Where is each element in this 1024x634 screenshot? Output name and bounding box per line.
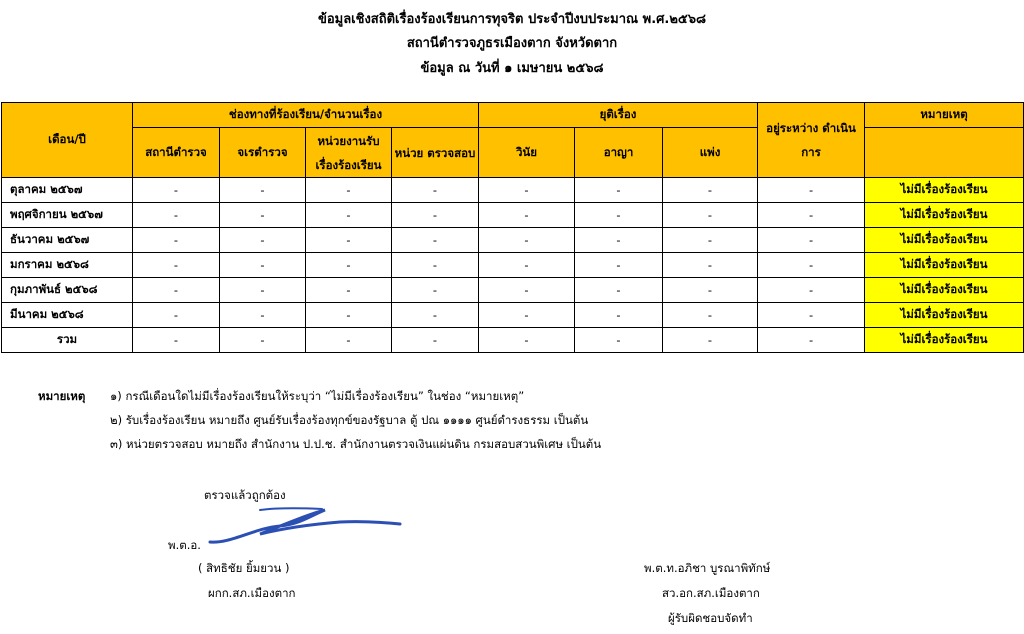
table-row <box>2 278 1024 303</box>
remark-cell: ไม่มีเรื่องร้องเรียน <box>865 278 1024 303</box>
value-cell: - <box>306 303 392 328</box>
signer-rank: พ.ต.อ. <box>168 538 201 552</box>
header-closed-group: ยุติเรื่อง <box>479 103 758 128</box>
value-cell: - <box>663 278 758 303</box>
month-cell: ธันวาคม ๒๕๖๗ <box>2 228 133 253</box>
value-cell: - <box>479 278 575 303</box>
remark-cell: ไม่มีเรื่องร้องเรียน <box>865 228 1024 253</box>
preparer-position: สว.อก.สภ.เมืองตาก <box>662 586 760 600</box>
report-title: ข้อมูลเชิงสถิติเรื่องร้องเรียนการทุจริต ประจำปีงบประมาณ พ.ศ.๒๕๖๘ <box>317 12 707 27</box>
value-cell: - <box>392 203 479 228</box>
table-row <box>2 228 1024 253</box>
subheader-audit-unit: หน่วย ตรวจสอบ <box>392 128 479 178</box>
value-cell: - <box>306 328 392 353</box>
value-cell: - <box>575 328 663 353</box>
value-cell: - <box>392 303 479 328</box>
value-cell: - <box>575 203 663 228</box>
value-cell: - <box>758 253 865 278</box>
value-cell: - <box>306 203 392 228</box>
value-cell: - <box>575 228 663 253</box>
preparer-role: ผู้รับผิดชอบจัดทำ <box>668 611 753 625</box>
month-cell: รวม <box>2 328 133 353</box>
value-cell: - <box>479 228 575 253</box>
remark-cell: ไม่มีเรื่องร้องเรียน <box>865 328 1024 353</box>
value-cell: - <box>392 253 479 278</box>
month-cell: ตุลาคม ๒๕๖๗ <box>2 178 133 203</box>
value-cell: - <box>758 328 865 353</box>
remark-cell: ไม่มีเรื่องร้องเรียน <box>865 178 1024 203</box>
value-cell: - <box>306 228 392 253</box>
data-date: ข้อมูล ณ วันที่ ๑ เมษายน ๒๕๖๘ <box>420 61 604 76</box>
subheader-inspector: จเรตำรวจ <box>220 128 306 178</box>
value-cell: - <box>220 328 306 353</box>
value-cell: - <box>220 203 306 228</box>
value-cell: - <box>220 303 306 328</box>
value-cell: - <box>133 203 220 228</box>
header-remark: หมายเหตุ <box>865 103 1024 128</box>
checked-correct-label: ตรวจแล้วถูกต้อง <box>204 488 286 502</box>
header-ongoing: อยู่ระหว่าง ดำเนินการ <box>758 103 865 178</box>
value-cell: - <box>758 228 865 253</box>
subheader-remark-blank <box>865 128 1024 178</box>
month-cell: พฤศจิกายน ๒๕๖๗ <box>2 203 133 228</box>
value-cell: - <box>663 228 758 253</box>
station-name: สถานีตำรวจภูธรเมืองตาก จังหวัดตาก <box>406 36 618 51</box>
value-cell: - <box>306 278 392 303</box>
value-cell: - <box>392 228 479 253</box>
table-row <box>2 303 1024 328</box>
month-cell: มีนาคม ๒๕๖๘ <box>2 303 133 328</box>
value-cell: - <box>220 178 306 203</box>
subheader-station: สถานีตำรวจ <box>133 128 220 178</box>
value-cell: - <box>133 253 220 278</box>
preparer-name: พ.ต.ท.อภิชา บูรณาพิทักษ์ <box>644 561 771 575</box>
value-cell: - <box>133 228 220 253</box>
value-cell: - <box>133 278 220 303</box>
month-cell: มกราคม ๒๕๖๘ <box>2 253 133 278</box>
handwritten-signature <box>200 500 410 550</box>
note-item-1: ๑) กรณีเดือนใดไม่มีเรื่องร้องเรียนให้ระบุว่า “ไม่มีเรื่องร้องเรียน” ในช่อง “หมายเหตุ” <box>110 389 525 403</box>
value-cell: - <box>663 303 758 328</box>
value-cell: - <box>220 278 306 303</box>
table-row <box>2 178 1024 203</box>
value-cell: - <box>758 178 865 203</box>
table-row <box>2 328 1024 353</box>
signer-position: ผกก.สภ.เมืองตาก <box>208 586 296 600</box>
value-cell: - <box>133 178 220 203</box>
value-cell: - <box>758 203 865 228</box>
value-cell: - <box>220 228 306 253</box>
note-item-2: ๒) รับเรื่องร้องเรียน หมายถึง ศูนย์รับเรื่องร้องทุกข์ของรัฐบาล ตู้ ปณ ๑๑๑๑ ศูนย์ดำรงธรรม เป็นต้น <box>110 413 589 427</box>
header-channel-group: ช่องทางที่ร้องเรียน/จำนวนเรื่อง <box>133 103 479 128</box>
table-row <box>2 203 1024 228</box>
value-cell: - <box>663 178 758 203</box>
value-cell: - <box>663 253 758 278</box>
value-cell: - <box>575 178 663 203</box>
value-cell: - <box>575 253 663 278</box>
value-cell: - <box>663 203 758 228</box>
subheader-complaint-agency: หน่วยงานรับ เรื่องร้องเรียน <box>306 128 392 178</box>
value-cell: - <box>392 178 479 203</box>
note-item-3: ๓) หน่วยตรวจสอบ หมายถึง สำนักงาน ป.ป.ช. สำนักงานตรวจเงินแผ่นดิน กรมสอบสวนพิเศษ เป็นต้น <box>110 437 602 451</box>
value-cell: - <box>392 328 479 353</box>
subheader-discipline: วินัย <box>479 128 575 178</box>
value-cell: - <box>479 303 575 328</box>
subheader-criminal: อาญา <box>575 128 663 178</box>
value-cell: - <box>575 303 663 328</box>
value-cell: - <box>306 253 392 278</box>
table-row <box>2 253 1024 278</box>
month-cell: กุมภาพันธ์ ๒๕๖๘ <box>2 278 133 303</box>
value-cell: - <box>392 278 479 303</box>
value-cell: - <box>479 178 575 203</box>
value-cell: - <box>663 328 758 353</box>
notes-label: หมายเหตุ <box>38 389 86 403</box>
signer-name: ( สิทธิชัย ยิ้มยวน ) <box>198 561 290 575</box>
remark-cell: ไม่มีเรื่องร้องเรียน <box>865 203 1024 228</box>
value-cell: - <box>133 328 220 353</box>
subheader-civil: แพ่ง <box>663 128 758 178</box>
remark-cell: ไม่มีเรื่องร้องเรียน <box>865 303 1024 328</box>
value-cell: - <box>575 278 663 303</box>
value-cell: - <box>758 303 865 328</box>
value-cell: - <box>758 278 865 303</box>
complaint-statistics-table <box>1 102 1024 353</box>
value-cell: - <box>479 203 575 228</box>
value-cell: - <box>479 253 575 278</box>
value-cell: - <box>479 328 575 353</box>
value-cell: - <box>306 178 392 203</box>
value-cell: - <box>220 253 306 278</box>
remark-cell: ไม่มีเรื่องร้องเรียน <box>865 253 1024 278</box>
value-cell: - <box>133 303 220 328</box>
header-month: เดือน/ปี <box>2 103 133 178</box>
